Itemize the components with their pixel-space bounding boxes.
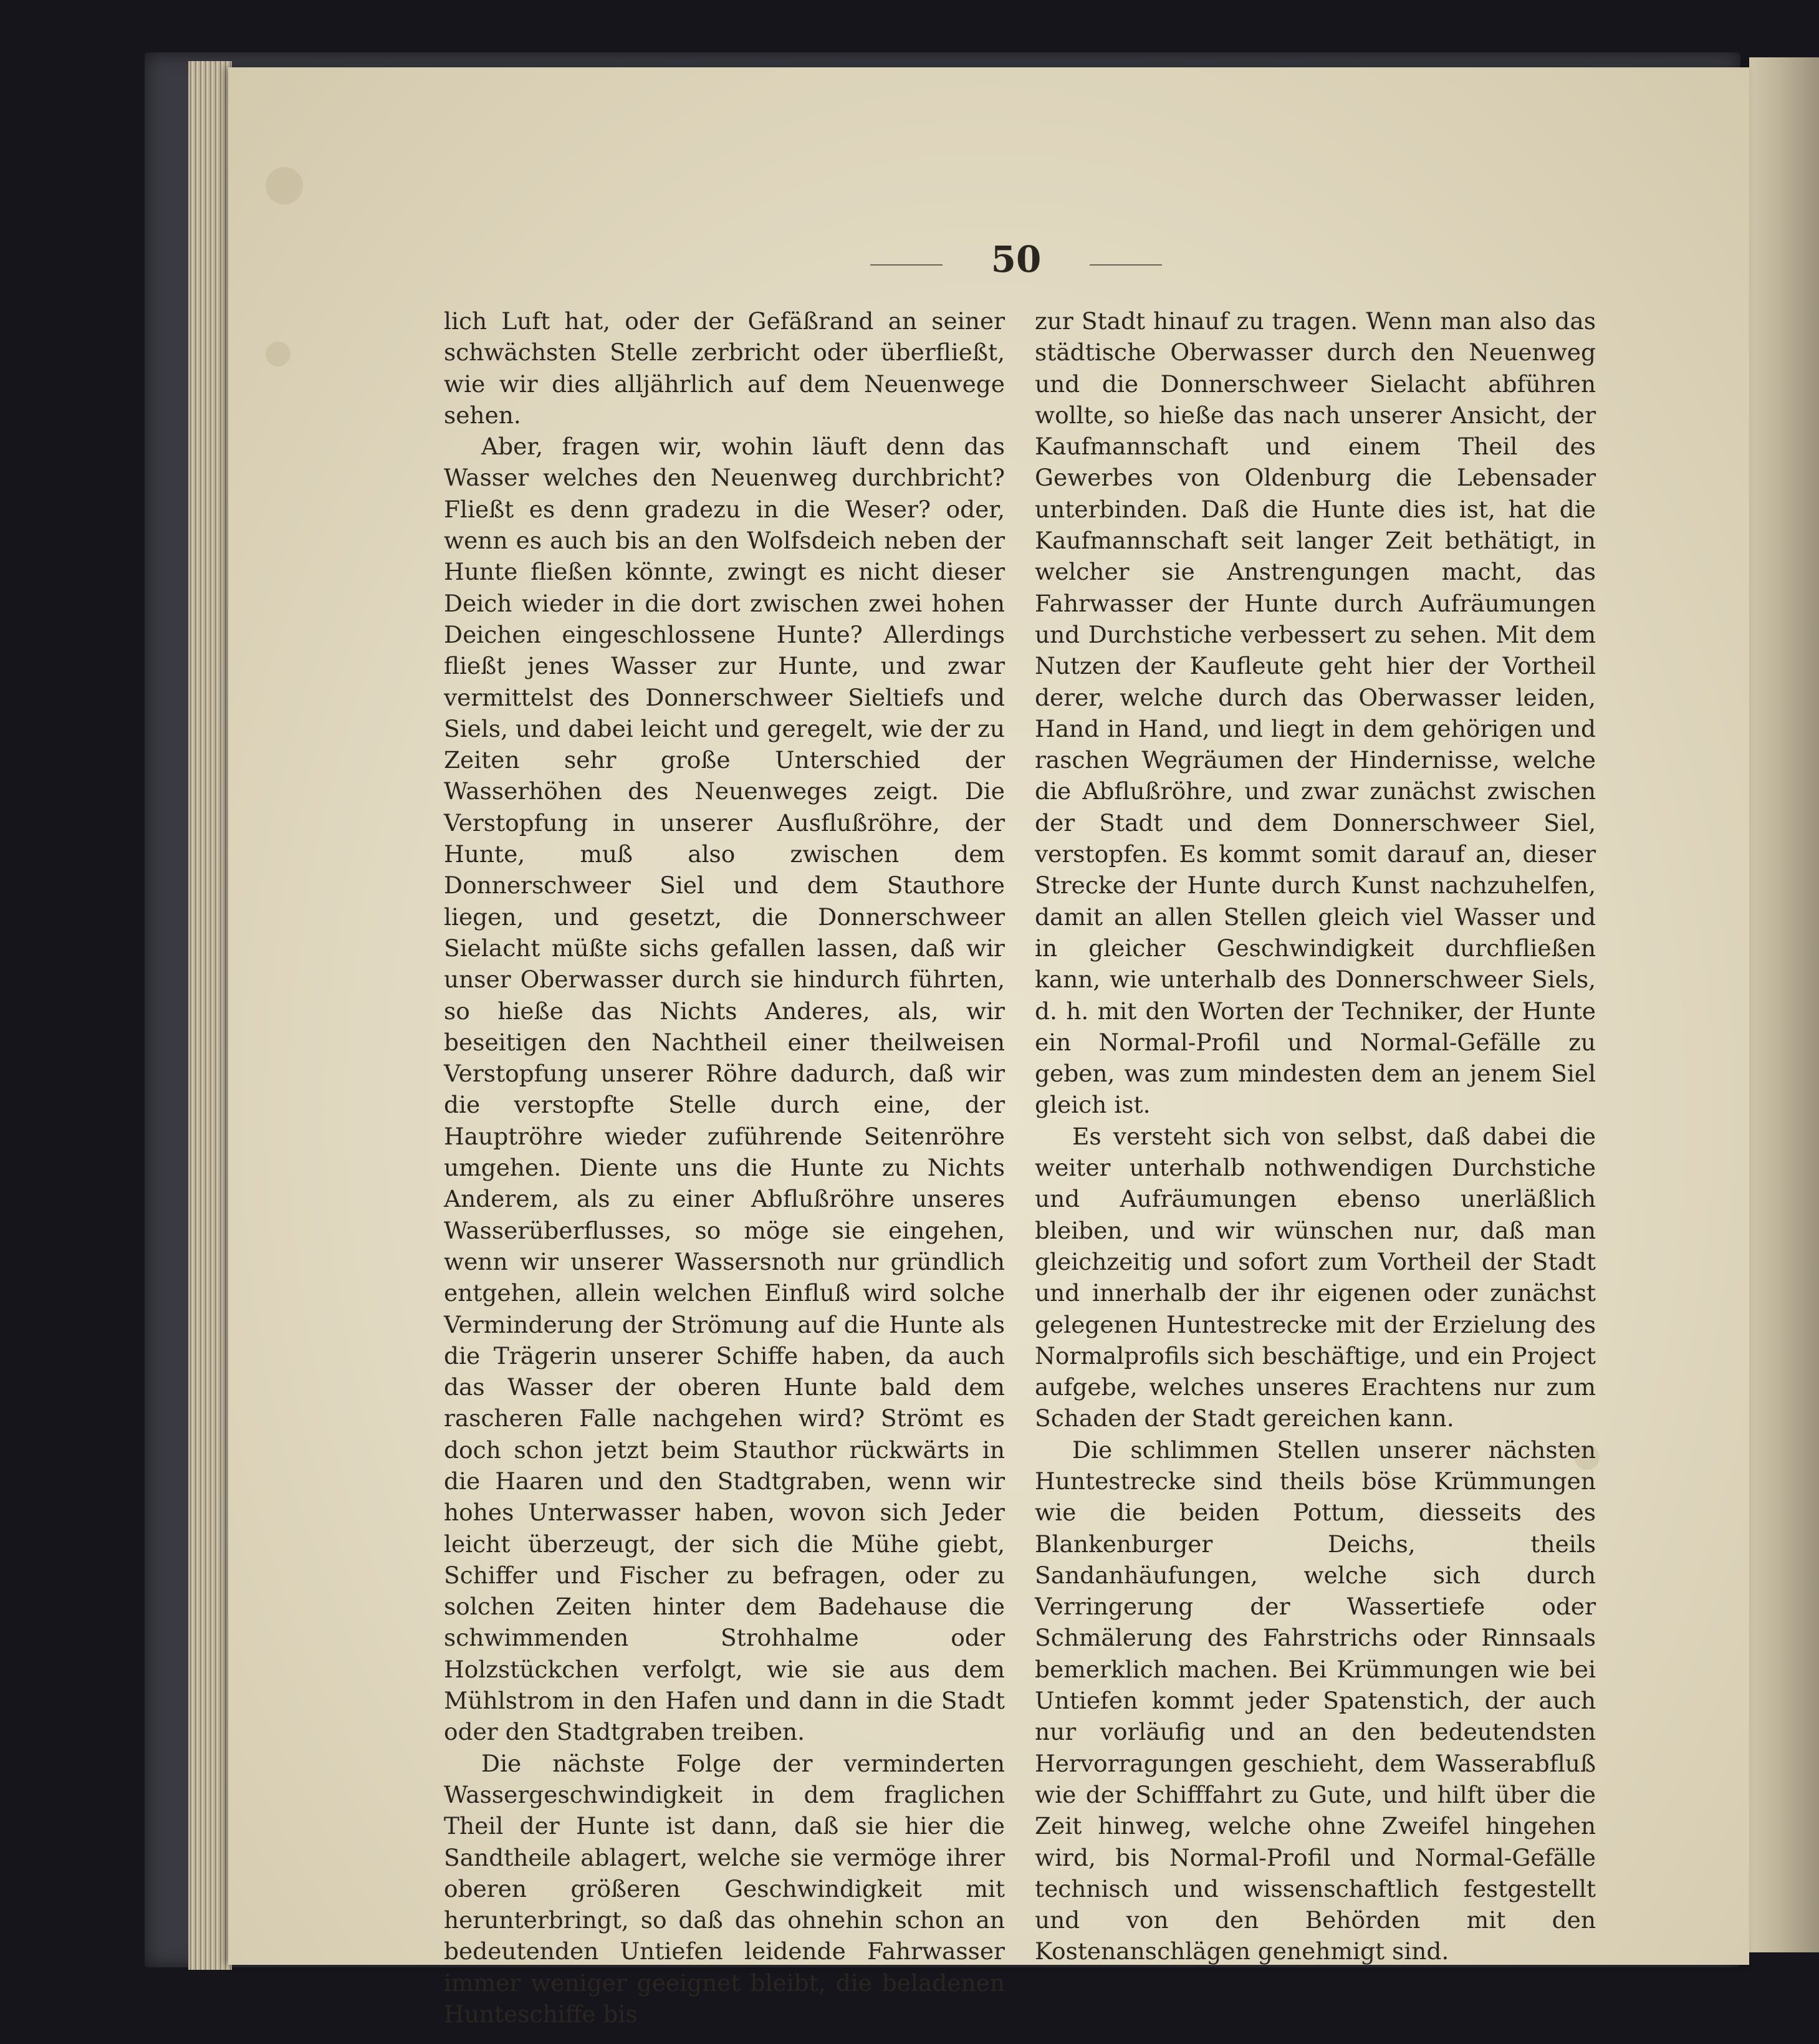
paragraph: Die schlimmen Stellen unserer nächsten Huntestrecke sind theils böse Krümmungen wie die beiden Pottum, diesseits des Blankenburger Deichs, theils Sandanhäufungen, welche sich durch Verringerung der Wassertiefe oder Schmälerung des Fahrstrichs oder Rinnsaals bemerklich machen. Bei Krümmungen wie bei Untiefen kommt jeder Spatenstich, der auch nur vorläufig und an den bedeutendsten Hervorragungen geschieht, dem Wasserabfluß wie der Schifffahrt zu Gute, und hilft über die Zeit hinweg, welche ohne Zweifel hingehen wird, bis Normal-Profil und Normal-Gefälle technisch und wissenschaftlich festgestellt und von den Behörden mit den Kostenanschlägen genehmigt sind. (1035, 1436, 1596, 1965)
paragraph: Aber, fragen wir, wohin läuft denn das Wasser welches den Neuenweg durchbricht? Fließt es denn gradezu in die Weser? oder, wenn es auch bis an den Wolfsdeich neben der Hunte fließen könnte, zwingt es nicht dieser Deich wieder in die dort zwischen zwei hohen Deichen eingeschlossene Hunte? Allerdings fließt jenes Wasser zur Hunte, und zwar vermittelst des Donnerschweer Sieltiefs und Siels, und dabei leicht und geregelt, wie der zu Zeiten sehr große Unterschied der Wasserhöhen des Neuenweges zeigt. Die Verstopfung in unserer Ausflußröhre, der Hunte, muß also zwischen dem Donnerschweer Siel und dem Stauthore liegen, und gesetzt, die Donnerschweer Sielacht müßte sichs gefallen lassen, daß wir unser Oberwasser durch sie hindurch führten, so hieße das Nichts Anderes, als, wir beseitigen den Nachtheil einer theilweisen Verstopfung unserer Röhre dadurch, daß wir die verstopfte Stelle durch eine, der Hauptröhre wieder zuführende Seitenröhre umgehen. Diente uns die Hunte zu Nichts Anderem, als zu einer Abflußröhre unseres Wasserüberflusses, so möge sie eingehen, wenn wir unserer Wassersnoth nur gründlich entgehen, allein welchen Einfluß wird solche Verminderung der Strömung auf die Hunte als die Trägerin unserer Schiffe haben, da auch das Wasser der oberen Hunte bald dem rascheren Falle nachgehen wird? Strömt es doch schon jetzt beim Stauthor rückwärts in die Haaren und den Stadtgraben, wenn wir hohes Unterwasser haben, wovon sich Jeder leicht überzeugt, der sich die Mühe giebt, Schiffer und Fischer zu befragen, oder zu solchen Zeiten hinter dem Badehause die schwimmenden Strohhalme oder Holzstückchen verfolgt, wie sie aus dem Mühlstrom in den Hafen und dann in die Stadt oder den Stadtgraben treiben. (444, 433, 1005, 1746)
header-rule-left (870, 264, 943, 266)
text-column-left (444, 305, 1005, 2030)
paragraph: Die nächste Folge der verminderten Wassergeschwindigkeit in dem fraglichen Theil der Hunte ist dann, daß sie hier die Sandtheile ablagert, welche sie vermöge ihrer oberen größeren Geschwindigkeit mit herunterbringt, so daß das ohnehin schon an bedeutenden Untiefen leidende Fahrwasser immer weniger geeignet bleibt, die beladenen Hunteschiffe bis (444, 1749, 1005, 2028)
paragraph: lich Luft hat, oder der Gefäßrand an seiner schwächsten Stelle zerbricht oder überfließt, wie wir dies alljährlich auf dem Neuenwege sehen. (444, 307, 1005, 429)
text-column-right (1035, 305, 1596, 1967)
page-stain (266, 167, 303, 204)
page-number: 50 (991, 238, 1042, 281)
paragraph: Es versteht sich von selbst, daß dabei die weiter unterhalb nothwendigen Durchstiche und Aufräumungen ebenso unerläßlich bleiben, und wir wünschen nur, daß man gleichzeitig und sofort zum Vortheil der Stadt und innerhalb der ihr eigenen oder zunächst gelegenen Huntestrecke mit der Erzielung des Normalprofils sich beschäftige, und ein Project aufgebe, welches unseres Erachtens nur zum Schaden der Stadt gereichen kann. (1035, 1122, 1596, 1432)
paragraph: zur Stadt hinauf zu tragen. Wenn man also das städtische Oberwasser durch den Neuenweg und die Donnerschweer Sielacht abführen wollte, so hieße das nach unserer Ansicht, der Kaufmannschaft und einem Theil des Gewerbes von Oldenburg die Lebensader unterbinden. Daß die Hunte dies ist, hat die Kaufmannschaft seit langer Zeit bethätigt, in welcher sie Anstrengungen macht, das Fahrwasser der Hunte durch Aufräumungen und Durchstiche verbessert zu sehen. Mit dem Nutzen der Kaufleute geht hier der Vortheil derer, welche durch das Oberwasser leiden, Hand in Hand, und liegt in dem gehörigen und raschen Wegräumen der Hindernisse, welche die Abflußröhre, und zwar zunächst zwischen der Stadt und dem Donnerschweer Siel, verstopfen. Es kommt somit darauf an, dieser Strecke der Hunte durch Kunst nachzuhelfen, damit an allen Stellen gleich viel Wasser und in gleicher Geschwindigkeit durchfließen kann, wie unterhalb des Donnerschweer Siels, d. h. mit den Worten der Techniker, der Hunte ein Normal-Profil und Normal-Gefälle zu geben, was zum mindesten dem an jenem Siel gleich ist. (1035, 307, 1596, 1119)
page-stain (266, 342, 290, 367)
facing-page-edge (1749, 57, 1819, 1952)
header-rule-right (1090, 264, 1162, 266)
book-page-edges (188, 61, 232, 1970)
